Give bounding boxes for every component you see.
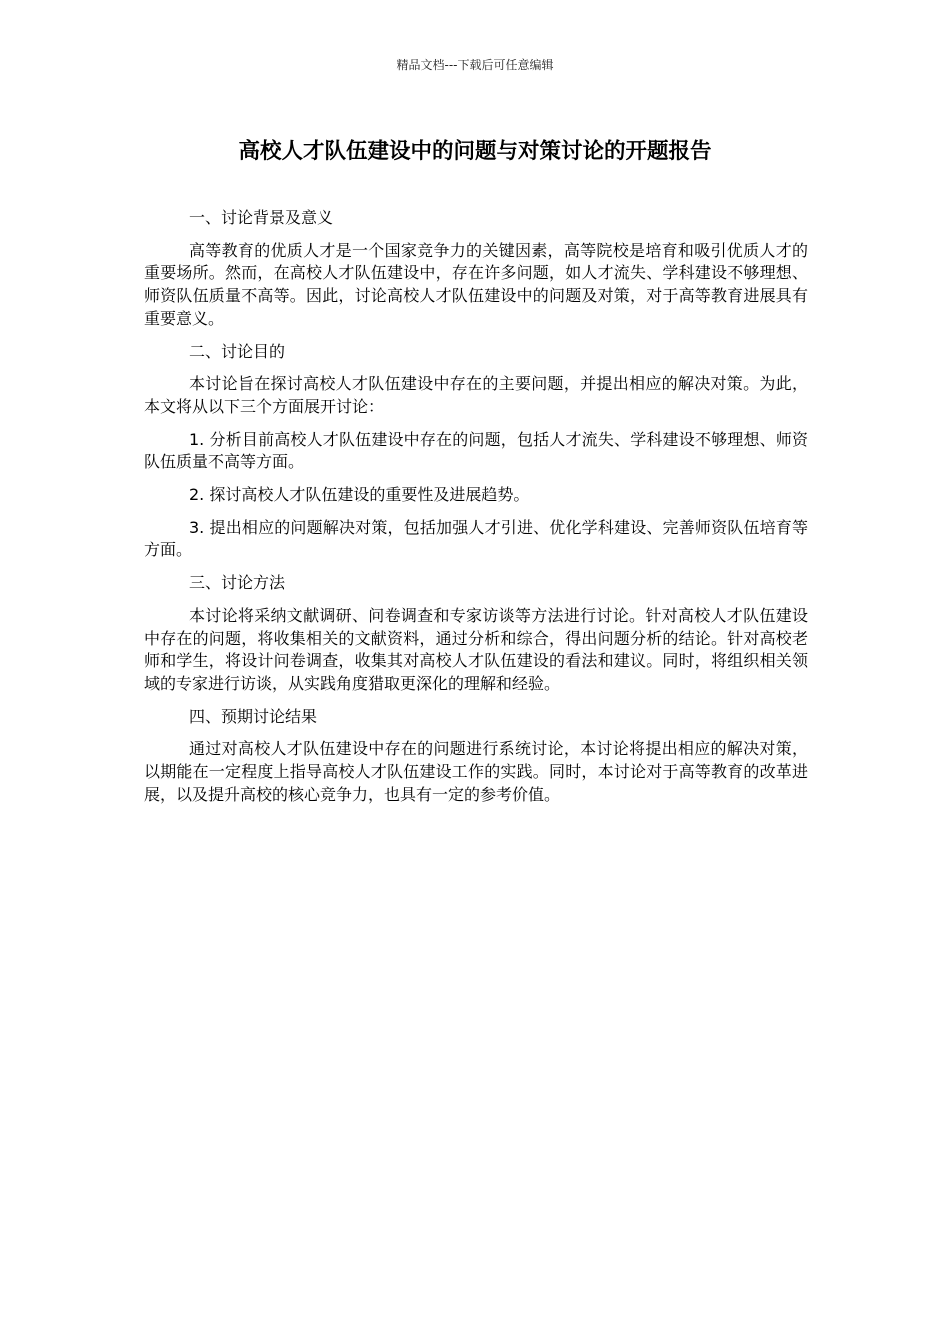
section-heading-purpose: 二、讨论目的 — [189, 341, 286, 361]
paragraph-results: 通过对高校人才队伍建设中存在的问题进行系统讨论，本讨论将提出相应的解决对策，以期能在一定程度上指导高校人才队伍建设工作的实践。同时，本讨论对于高等教育的改革进展，以及提升高校的核心竞争力，也具有一定的参考价值。 — [144, 739, 808, 804]
paragraph-method: 本讨论将采纳文献调研、问卷调查和专家访谈等方法进行讨论。针对高校人才队伍建设中存在的问题，将收集相关的文献资料，通过分析和综合，得出问题分析的结论。针对高校老师和学生，将设计问卷调查，收集其对高校人才队伍建设的看法和建议。同时，将组织相关领域的专家进行访谈，从实践角度猎取更深化的理解和经验。 — [144, 605, 808, 693]
section-heading-method: 三、讨论方法 — [189, 573, 286, 593]
list-item-3: 3. 提出相应的问题解决对策，包括加强人才引进、优化学科建设、完善师资队伍培育等方面。 — [144, 517, 808, 560]
document-body — [144, 207, 808, 816]
section-heading-background: 一、讨论背景及意义 — [189, 208, 334, 227]
paragraph-purpose: 本讨论旨在探讨高校人才队伍建设中存在的主要问题，并提出相应的解决对策。为此，本文将从以下三个方面展开讨论： — [144, 374, 808, 416]
list-item-2: 2. 探讨高校人才队伍建设的重要性及进展趋势。 — [189, 485, 530, 505]
list-item-1: 1. 分析目前高校人才队伍建设中存在的问题，包括人才流失、学科建设不够理想、师资队伍质量不高等方面。 — [144, 429, 808, 472]
page-header: 精品文档---下载后可任意编辑 — [396, 58, 554, 72]
section-heading-results: 四、预期讨论结果 — [189, 706, 318, 726]
paragraph-background: 高等教育的优质人才是一个国家竞争力的关键因素，高等院校是培育和吸引优质人才的重要场所。然而，在高校人才队伍建设中，存在许多问题，如人才流失、学科建设不够理想、师资队伍质量不高等。因此，讨论高校人才队伍建设中的问题及对策，对于高等教育进展具有重要意义。 — [144, 240, 808, 328]
document-title: 高校人才队伍建设中的问题与对策讨论的开题报告 — [238, 139, 712, 164]
